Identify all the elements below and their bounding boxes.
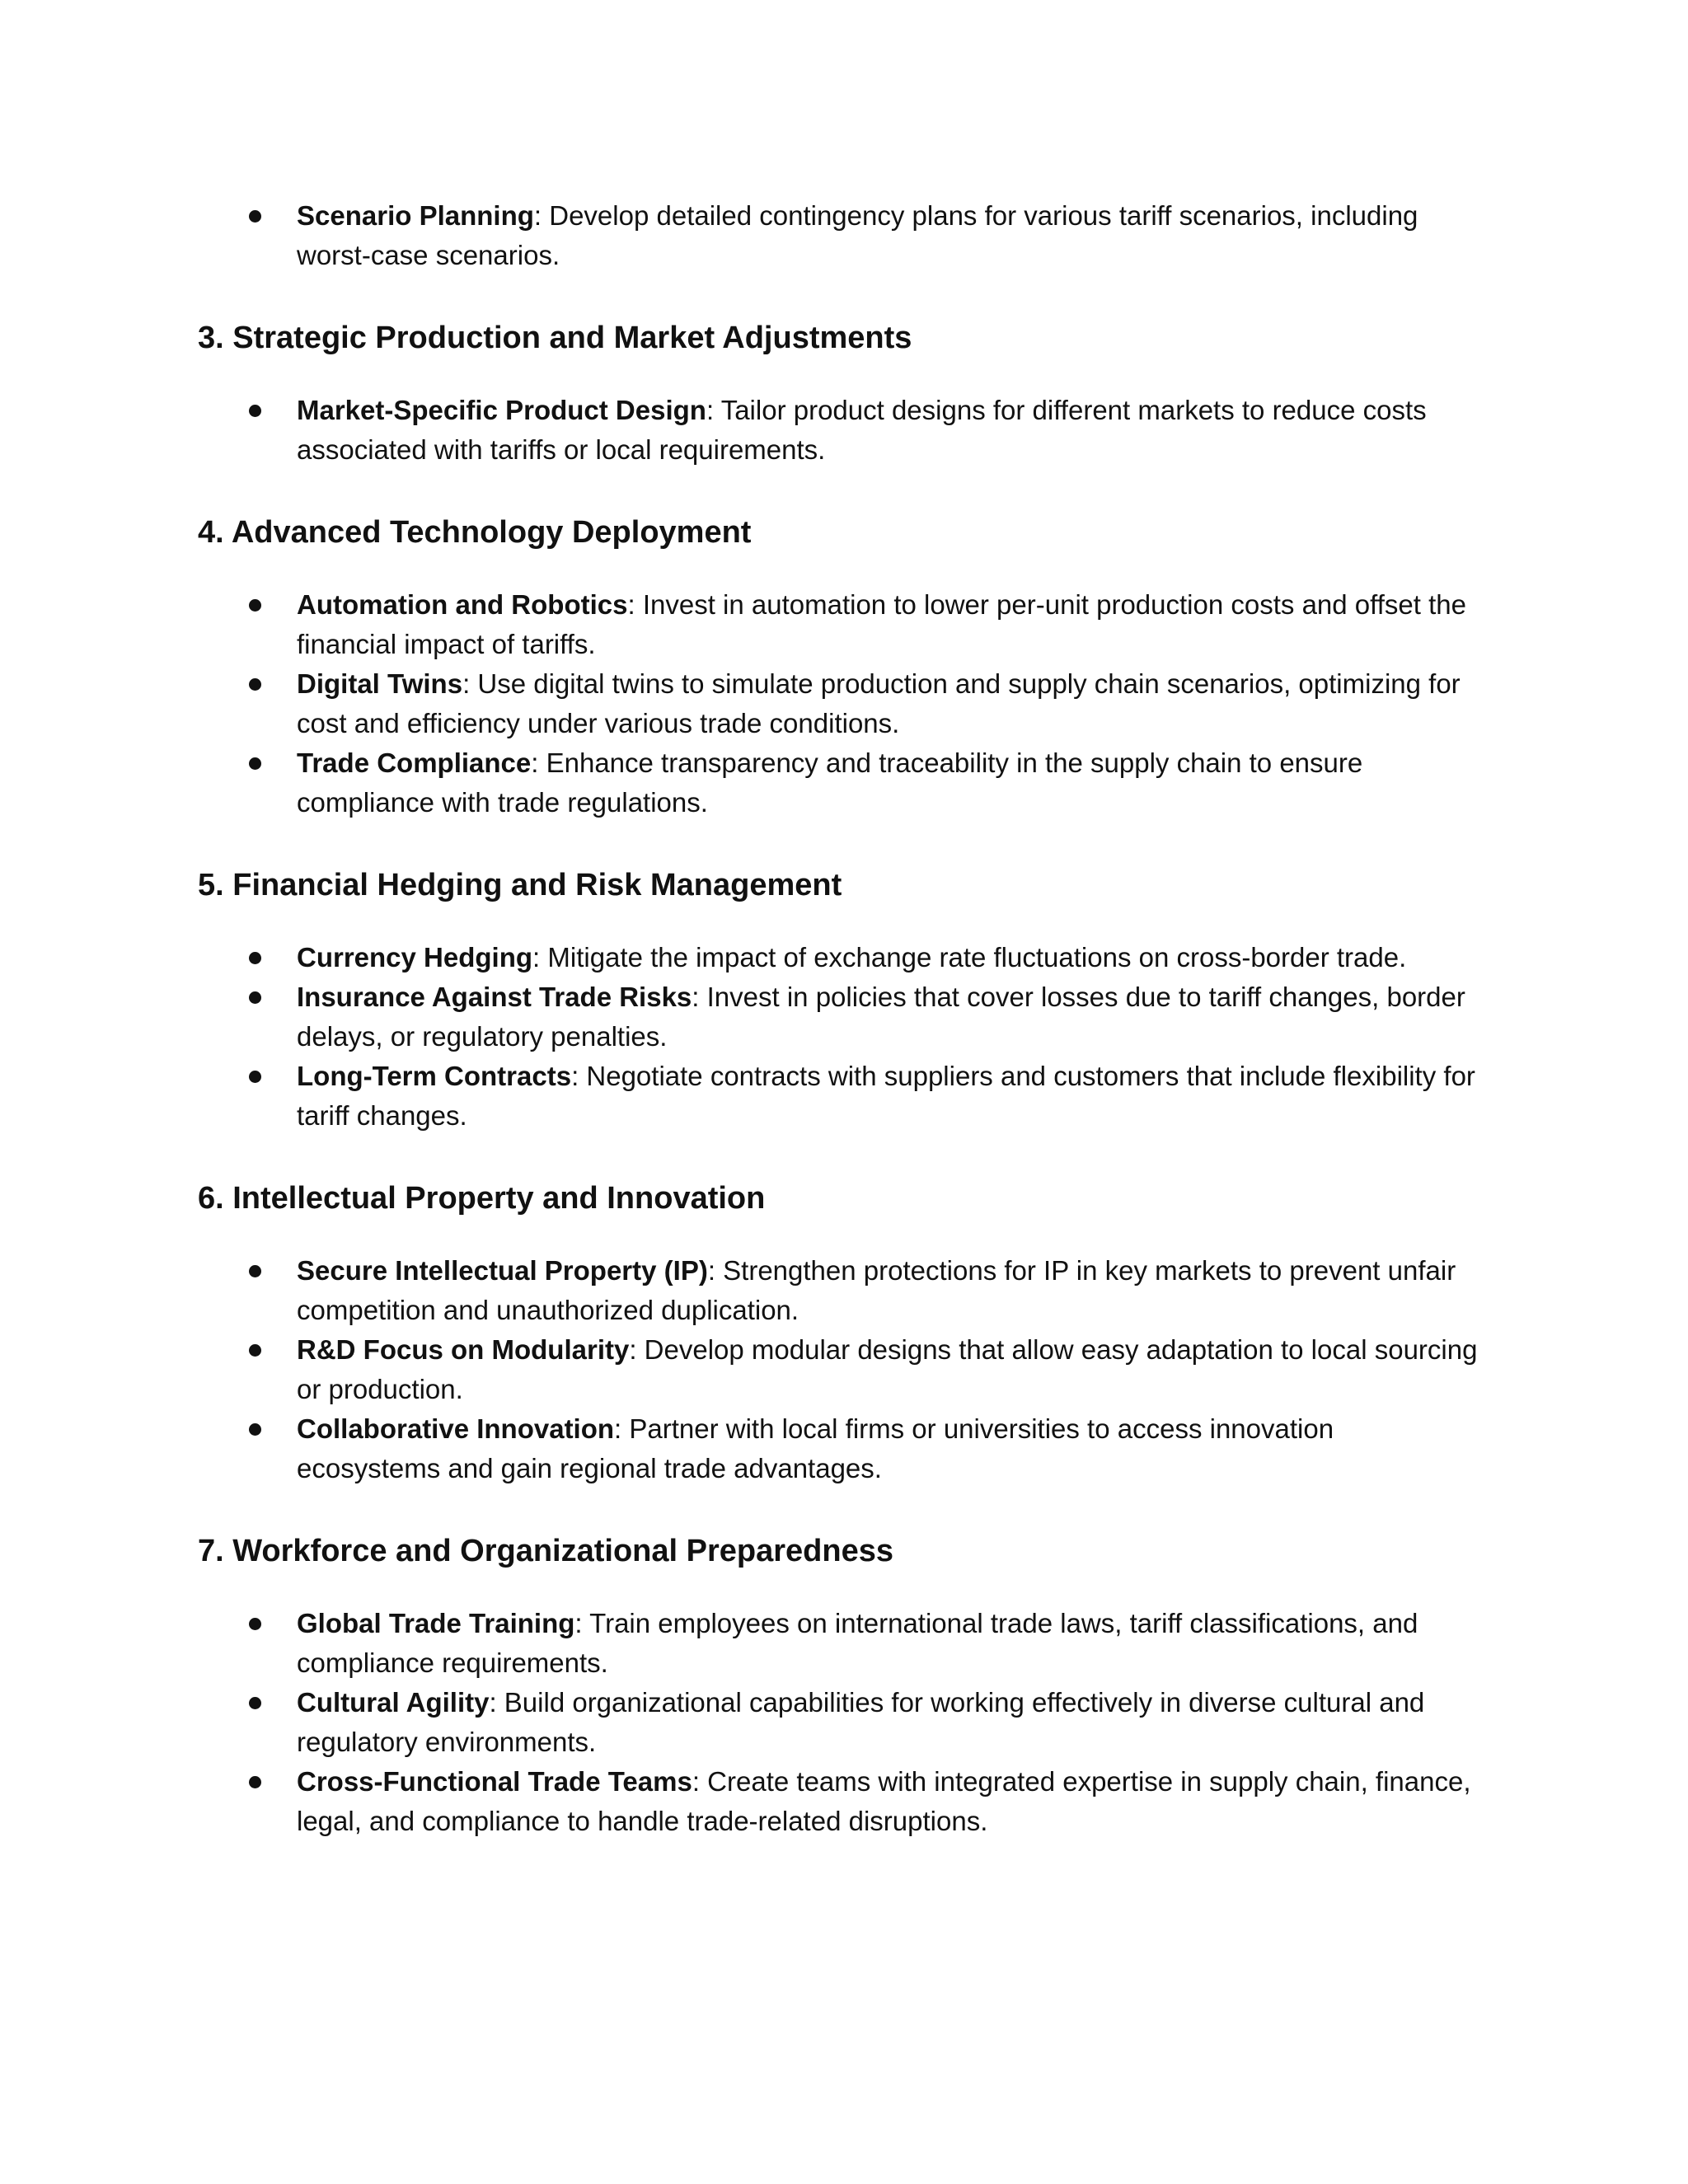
item-term: Cultural Agility	[297, 1687, 490, 1718]
item-text: : Invest in policies that cover losses due to tariff changes, border delays, or regulatory penalties.	[297, 982, 1465, 1052]
bullet-icon	[249, 405, 261, 417]
bullet-icon	[249, 1265, 261, 1277]
bullet-icon	[249, 599, 261, 612]
item-text: : Develop modular designs that allow easy adaptation to local sourcing or production.	[297, 1334, 1478, 1404]
item-term: Secure Intellectual Property (IP)	[297, 1255, 708, 1286]
bullet-icon	[249, 1423, 261, 1436]
section-list	[198, 391, 1484, 470]
list-item	[198, 1409, 1484, 1488]
item-text: : Use digital twins to simulate production and supply chain scenarios, optimizing for cost and efficiency under various trade conditions.	[297, 668, 1461, 738]
section-3	[198, 318, 1484, 470]
section-heading: 3. Strategic Production and Market Adjustments	[198, 321, 912, 355]
document-body	[198, 196, 1484, 1884]
item-text: : Partner with local firms or universities to access innovation ecosystems and gain regional trade advantages.	[297, 1413, 1334, 1483]
list-item	[198, 391, 1484, 470]
section-heading: 6. Intellectual Property and Innovation	[198, 1181, 766, 1216]
list-item	[198, 585, 1484, 664]
item-text: : Build organizational capabilities for working effectively in diverse cultural and regulatory environments.	[297, 1687, 1425, 1757]
item-term: Cross-Functional Trade Teams	[297, 1766, 692, 1797]
intro-list	[198, 196, 1484, 275]
item-term: Insurance Against Trade Risks	[297, 982, 692, 1012]
list-item	[198, 743, 1484, 823]
item-term: Market-Specific Product Design	[297, 395, 706, 425]
section-5	[198, 865, 1484, 1136]
item-text: : Strengthen protections for IP in key markets to prevent unfair competition and unauthorized duplication.	[297, 1255, 1456, 1325]
list-item	[198, 1604, 1484, 1683]
item-text: : Train employees on international trade laws, tariff classifications, and compliance requirements.	[297, 1608, 1418, 1678]
list-item	[198, 1762, 1484, 1841]
list-item	[198, 1251, 1484, 1330]
item-text: : Tailor product designs for different markets to reduce costs associated with tariffs or local requirements.	[297, 395, 1427, 465]
list-item	[198, 938, 1484, 977]
item-term: Global Trade Training	[297, 1608, 575, 1638]
bullet-icon	[249, 1618, 261, 1630]
item-text: : Invest in automation to lower per-unit production costs and offset the financial impact of tariffs.	[297, 589, 1466, 659]
item-term: Long-Term Contracts	[297, 1061, 572, 1091]
item-text: : Create teams with integrated expertise in supply chain, finance, legal, and compliance to handle trade-related disruptions.	[297, 1766, 1471, 1836]
section-list	[198, 585, 1484, 823]
section-list	[198, 1604, 1484, 1841]
list-item	[198, 977, 1484, 1057]
section-heading: 7. Workforce and Organizational Preparedness	[198, 1534, 893, 1568]
item-text: : Enhance transparency and traceability in the supply chain to ensure compliance with trade regulations.	[297, 748, 1363, 818]
bullet-icon	[249, 210, 261, 223]
section-6	[198, 1179, 1484, 1488]
section-7	[198, 1531, 1484, 1841]
bullet-icon	[249, 1344, 261, 1357]
bullet-icon	[249, 678, 261, 691]
section-4	[198, 513, 1484, 823]
item-term: Digital Twins	[297, 668, 463, 699]
list-item	[198, 1683, 1484, 1762]
item-text: : Mitigate the impact of exchange rate fluctuations on cross-border trade.	[532, 942, 1407, 972]
bullet-icon	[249, 952, 261, 964]
item-text: : Develop detailed contingency plans for various tariff scenarios, including worst-case scenarios.	[297, 200, 1418, 270]
bullet-icon	[249, 1776, 261, 1788]
item-term: Automation and Robotics	[297, 589, 628, 620]
item-term: Collaborative Innovation	[297, 1413, 615, 1444]
section-list	[198, 1251, 1484, 1488]
bullet-icon	[249, 757, 261, 770]
section-list	[198, 938, 1484, 1136]
list-item	[198, 1057, 1484, 1136]
item-term: Scenario Planning	[297, 200, 534, 231]
list-item	[198, 664, 1484, 743]
bullet-icon	[249, 1071, 261, 1083]
bullet-icon	[249, 991, 261, 1004]
section-heading: 4. Advanced Technology Deployment	[198, 515, 752, 550]
item-text: : Negotiate contracts with suppliers and customers that include flexibility for tariff changes.	[297, 1061, 1475, 1131]
section-heading: 5. Financial Hedging and Risk Management	[198, 868, 842, 902]
item-term: Currency Hedging	[297, 942, 533, 972]
list-item	[198, 1330, 1484, 1409]
item-term: Trade Compliance	[297, 748, 532, 778]
bullet-icon	[249, 1697, 261, 1709]
item-term: R&D Focus on Modularity	[297, 1334, 630, 1365]
list-item	[198, 196, 1484, 275]
